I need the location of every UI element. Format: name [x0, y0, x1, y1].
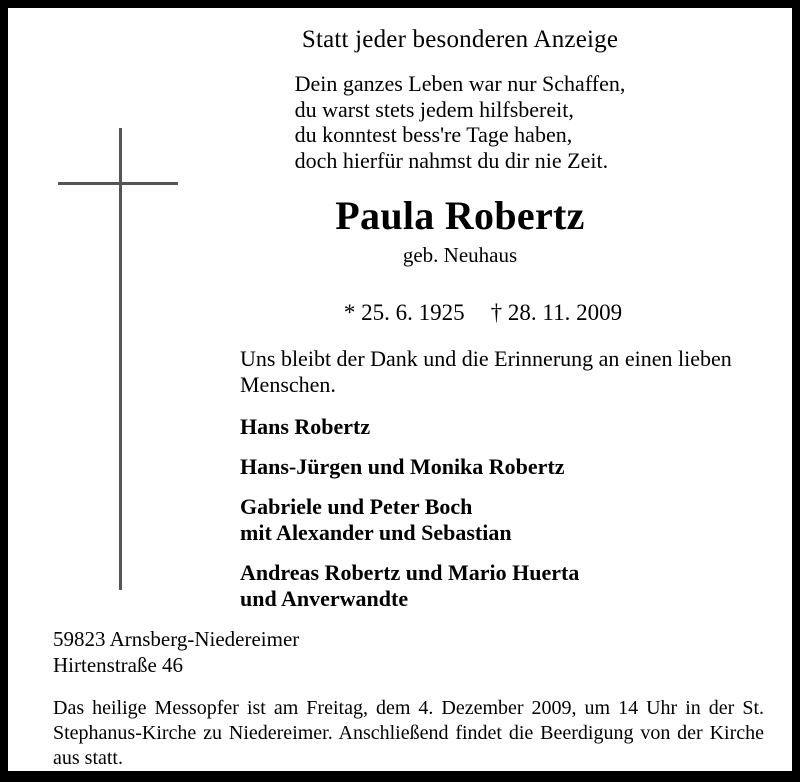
family-line: mit Alexander und Sebastian	[240, 520, 512, 545]
death-date: † 28. 11. 2009	[490, 300, 623, 326]
family-line: und Anverwandte	[240, 586, 409, 611]
memorial-poem	[295, 71, 626, 173]
cross-horizontal-bar	[58, 182, 178, 185]
notice-sheet	[8, 8, 792, 771]
family-line: Hans Robertz	[240, 414, 371, 439]
family-list	[240, 414, 760, 612]
family-group	[240, 494, 760, 546]
address-line-street: Hirtenstraße 46	[53, 653, 184, 677]
birth-date: * 25. 6. 1925	[343, 300, 465, 326]
family-line: Andreas Robertz und Mario Huerta	[240, 560, 580, 585]
poem-line: Dein ganzes Leben war nur Schaffen,	[294, 71, 626, 97]
latin-cross-icon	[50, 120, 220, 600]
family-line: Hans-Jürgen und Monika Robertz	[240, 454, 565, 479]
notice-header-block	[220, 24, 700, 355]
service-notice-text: Das heilige Messopfer ist am Freitag, dem 4. Dezember 2009, um 14 Uhr in der St. Stephanus-Kirche zu Niedereimer. Anschließend findet die Beerdigung von der Kirche aus statt.	[53, 697, 764, 769]
family-group	[240, 454, 760, 480]
address-block	[53, 626, 573, 678]
poem-line: du konntest bess're Tage haben,	[294, 122, 573, 148]
family-group	[240, 560, 760, 612]
family-group	[240, 414, 760, 440]
deceased-name: Paula Robertz	[335, 193, 585, 239]
poem-line: doch hierfür nahmst du dir nie Zeit.	[294, 147, 609, 173]
life-dates	[220, 272, 700, 355]
cross-vertical-bar	[119, 128, 122, 590]
maiden-name: geb. Neuhaus	[402, 242, 518, 267]
tribute-text: Uns bleibt der Dank und die Erinnerung an einen lieben Menschen.	[240, 346, 732, 397]
headline-text: Statt jeder besonderen Anzeige	[301, 26, 619, 53]
poem-line: du warst stets jedem hilfsbereit,	[294, 96, 574, 122]
address-line-city: 59823 Arnsberg-Niedereimer	[53, 627, 300, 651]
family-line: Gabriele und Peter Boch	[240, 494, 473, 519]
